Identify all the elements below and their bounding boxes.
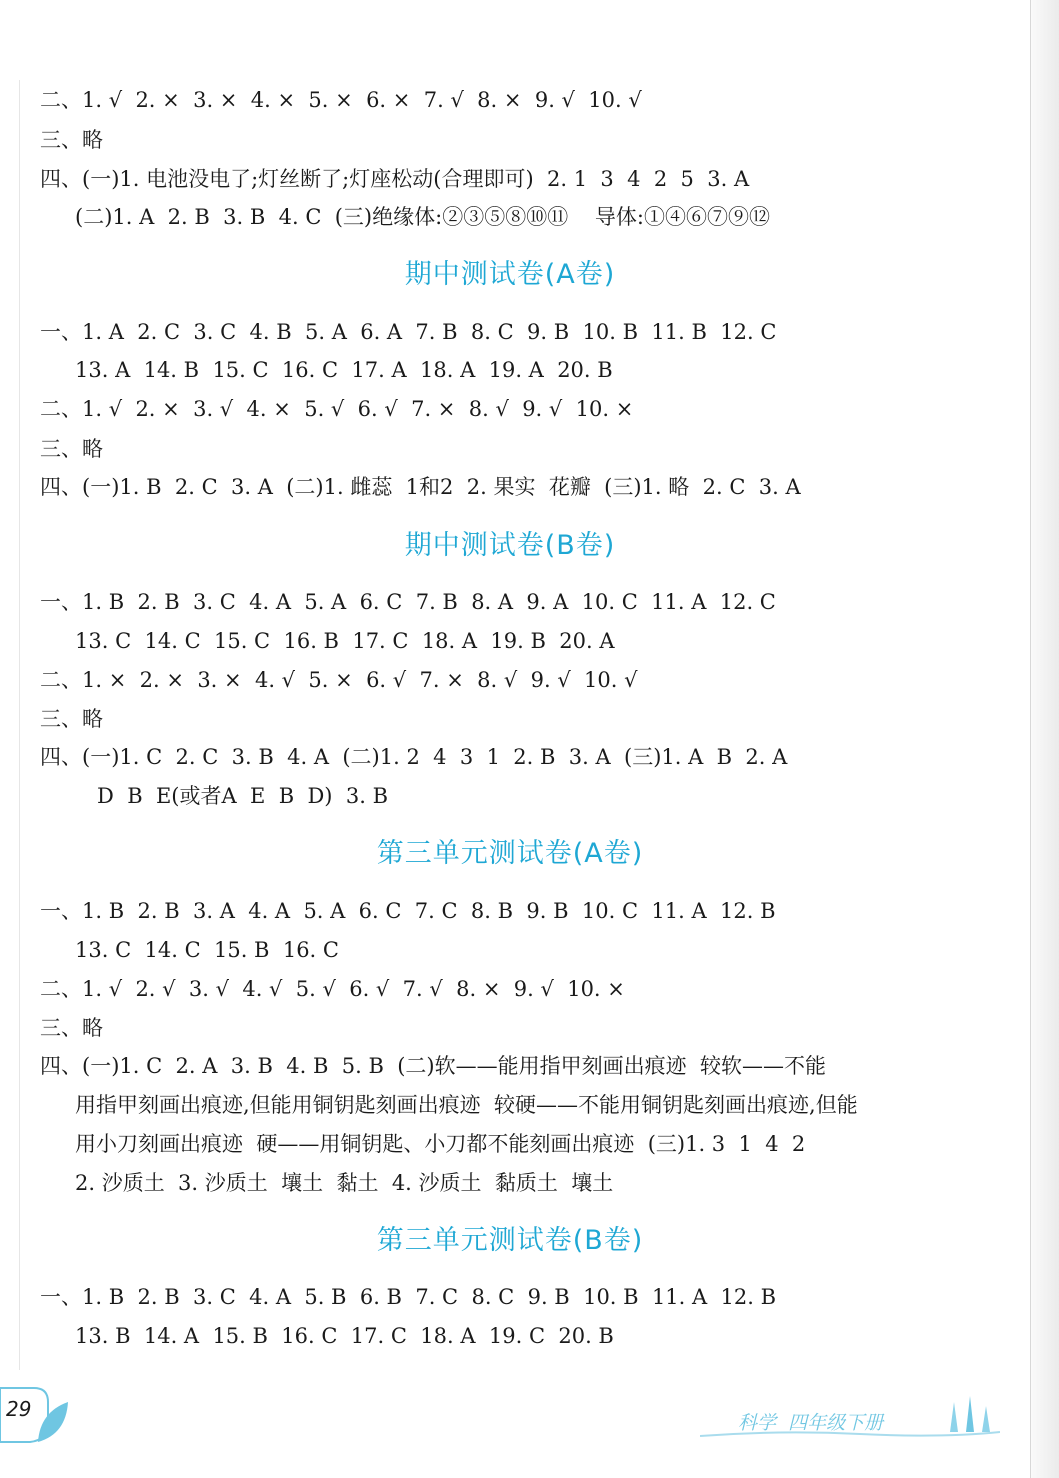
section-title: 第三单元测试卷(B卷)	[376, 1225, 644, 1256]
section-title: 期中测试卷(A卷)	[404, 259, 616, 290]
answer-line: 一、1. B 2. B 3. C 4. A 5. A 6. C 7. B 8. A 9. A 10. C 11. A 12. C	[40, 590, 776, 614]
answer-line: (二)1. A 2. B 3. B 4. C (三)绝缘体:②③⑤⑧⑩⑪ 导体:①④⑥⑦⑨⑫	[75, 205, 770, 229]
answer-line: 二、1. √ 2. × 3. √ 4. × 5. √ 6. √ 7. × 8. √ 9. √ 10. ×	[40, 397, 634, 421]
answer-line: 四、(一)1. C 2. A 3. B 4. B 5. B (二)软——能用指甲刻画出痕迹 较软——不能	[40, 1054, 826, 1078]
answer-line: 一、1. A 2. C 3. C 4. B 5. A 6. A 7. B 8. C 9. B 10. B 11. B 12. C	[40, 320, 777, 344]
answer-line: 一、1. B 2. B 3. C 4. A 5. B 6. B 7. C 8. C 9. B 10. B 11. A 12. B	[40, 1285, 777, 1309]
answer-line: 用指甲刻画出痕迹,但能用铜钥匙刻画出痕迹 较硬——不能用铜钥匙刻画出痕迹,但能	[75, 1093, 858, 1117]
answer-line: 13. C 14. C 15. C 16. B 17. C 18. A 19. B 20. A	[75, 629, 615, 653]
answer-line: 13. C 14. C 15. B 16. C	[75, 938, 339, 962]
answer-line: 二、1. × 2. × 3. × 4. √ 5. × 6. √ 7. × 8. √ 9. √ 10. √	[40, 668, 638, 692]
page-number: 29	[6, 1397, 32, 1421]
answer-line: 二、1. √ 2. √ 3. √ 4. √ 5. √ 6. √ 7. √ 8. × 9. √ 10. ×	[40, 977, 625, 1001]
footer-subject-grade	[738, 1408, 883, 1435]
answer-line: 用小刀刻画出痕迹 硬——用铜钥匙、小刀都不能刻画出痕迹 (三)1. 3 1 4 2	[75, 1132, 806, 1156]
answer-line: 三、略	[40, 128, 103, 152]
answer-line: D B E(或者A E B D) 3. B	[97, 784, 388, 808]
answer-line: 四、(一)1. 电池没电了;灯丝断了;灯座松动(合理即可) 2. 1 3 4 2 5 3. A	[40, 167, 750, 191]
answer-line: 四、(一)1. C 2. C 3. B 4. A (二)1. 2 4 3 1 2. B 3. A (三)1. A B 2. A	[40, 745, 788, 769]
answer-line: 三、略	[40, 1016, 103, 1040]
answer-line: 三、略	[40, 707, 103, 731]
section-title: 第三单元测试卷(A卷)	[376, 838, 644, 869]
answer-line: 13. A 14. B 15. C 16. C 17. A 18. A 19. A 20. B	[75, 358, 613, 382]
section-title: 期中测试卷(B卷)	[404, 530, 616, 561]
answer-line: 2. 沙质土 3. 沙质土 壤土 黏土 4. 沙质土 黏质土 壤土	[75, 1171, 614, 1195]
answer-line: 四、(一)1. B 2. C 3. A (二)1. 雌蕊 1和2 2. 果实 花瓣 (三)1. 略 2. C 3. A	[40, 475, 801, 499]
answer-line: 三、略	[40, 437, 103, 461]
answer-line: 13. B 14. A 15. B 16. C 17. C 18. A 19. C 20. B	[75, 1324, 614, 1348]
answer-line: 二、1. √ 2. × 3. × 4. × 5. × 6. × 7. √ 8. × 9. √ 10. √	[40, 88, 642, 112]
answer-line: 一、1. B 2. B 3. A 4. A 5. A 6. C 7. C 8. B 9. B 10. C 11. A 12. B	[40, 899, 776, 923]
footer-grade: 四年级下册	[788, 1412, 884, 1434]
page-edge	[1030, 0, 1059, 1478]
footer-subject: 科学	[738, 1412, 777, 1434]
